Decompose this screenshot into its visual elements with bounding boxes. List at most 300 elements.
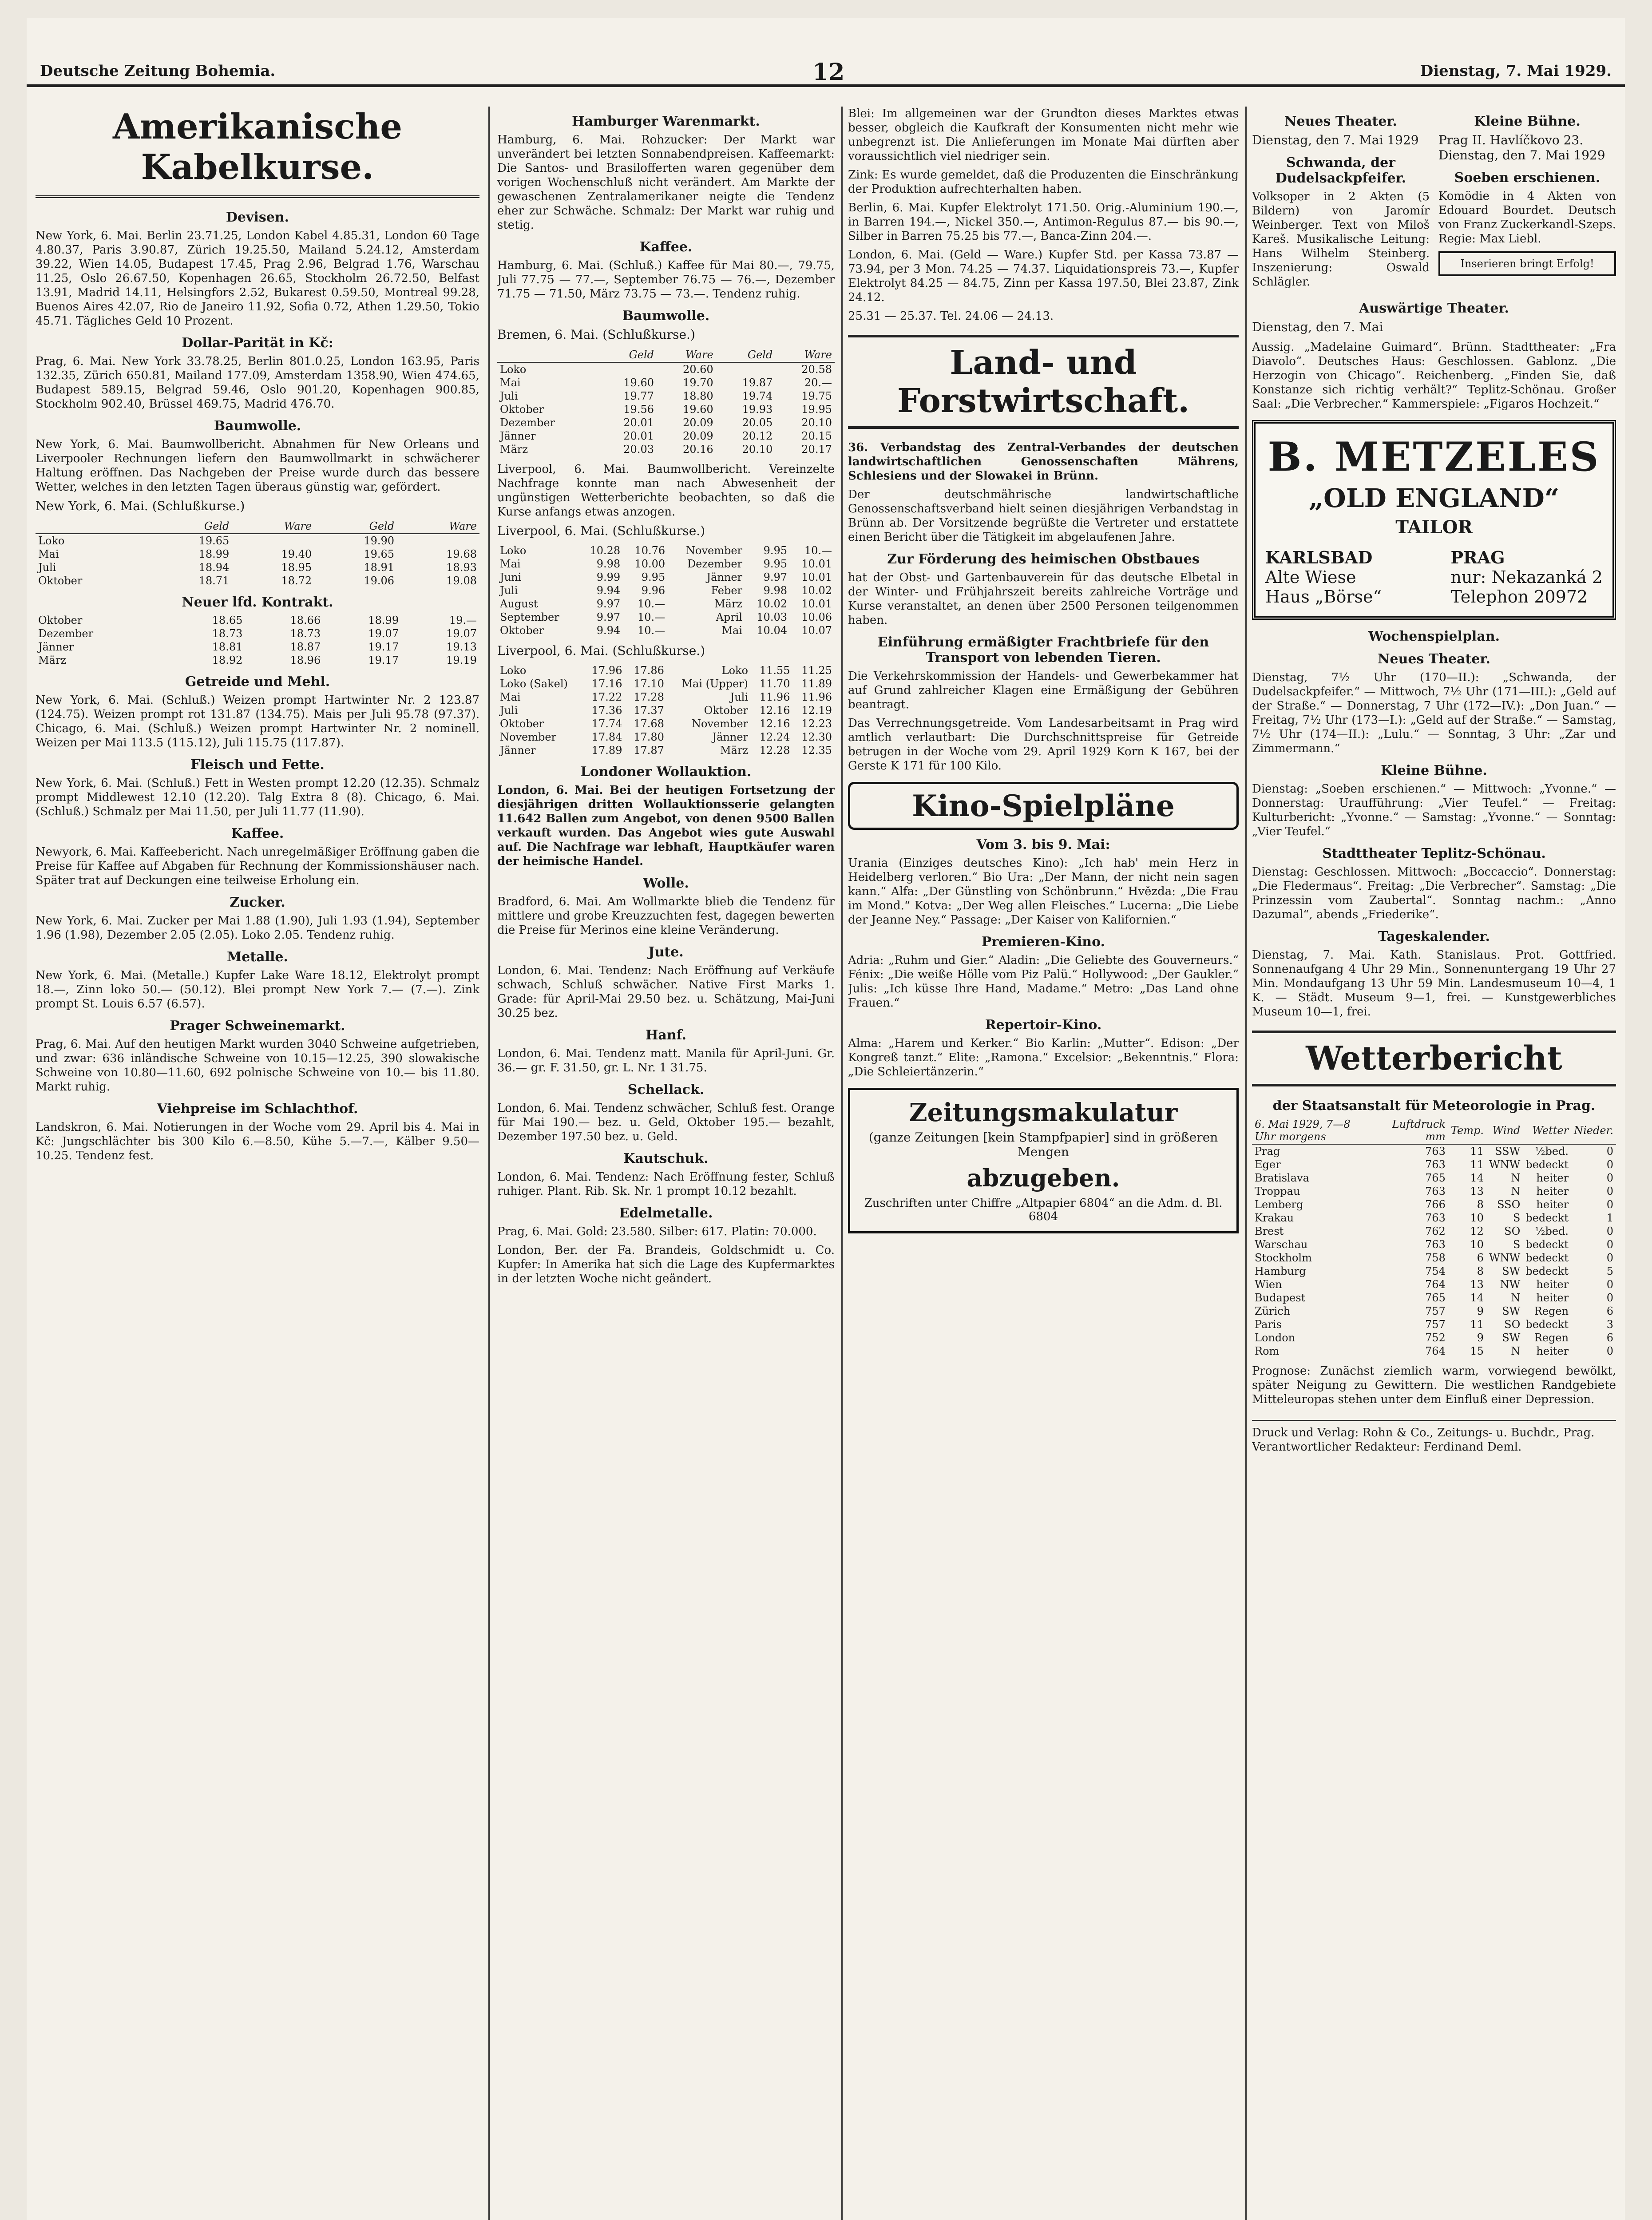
- table-cell: 18.95: [281, 561, 312, 574]
- table-cell: bedeckt: [1525, 1238, 1569, 1251]
- subsection-title: Viehpreise im Schlachthof.: [157, 1101, 358, 1117]
- table-cell: 18.72: [281, 575, 312, 587]
- table-row: [36, 614, 479, 627]
- table-cell: NW: [1500, 1278, 1521, 1291]
- table-cell: Loko: [500, 363, 527, 376]
- table-row: [497, 571, 835, 584]
- table-cell: 19.06: [364, 575, 395, 587]
- table-row: [497, 362, 835, 376]
- table-cell: 11.96: [759, 691, 790, 703]
- table-cell: 20.05: [742, 416, 773, 429]
- table-cell: 18.99: [368, 614, 399, 626]
- table-cell: 19.17: [368, 654, 399, 666]
- table-cell: bedeckt: [1525, 1212, 1569, 1224]
- table-cell: März: [38, 654, 66, 666]
- table-cell: 12.16: [759, 704, 790, 717]
- table-cell: 764: [1425, 1278, 1446, 1291]
- table-row: [497, 557, 835, 571]
- article-text: Zink: Es wurde gemeldet, daß die Produzenten die Einschränkung der Produktion aufrechterhalten haben.: [848, 168, 1239, 196]
- table-cell: März: [720, 744, 749, 757]
- table-cell: 11.96: [801, 691, 832, 703]
- table-body: [497, 544, 835, 637]
- table-header: Ware: [397, 519, 479, 534]
- table-cell: 19.60: [682, 403, 713, 416]
- table-cell: 17.80: [634, 731, 664, 743]
- subsection-title: Kaffee.: [231, 826, 284, 841]
- masthead: [27, 18, 1625, 87]
- table-cell: Mai: [721, 624, 743, 637]
- table-row: [497, 376, 835, 389]
- ad-address-prag: [1450, 547, 1603, 607]
- article-text: Landskron, 6. Mai. Notierungen in der Woche vom 29. April bis 4. Mai in Kč: Jungschlächter bis 300 Kilo 6.—8.50, Kühe 5.—7.—, Kälber 9.50—10.25. Tendenz fest.: [36, 1121, 479, 1162]
- table-row: [497, 744, 835, 757]
- table-cell: 20.10: [801, 416, 832, 429]
- article-text: London, 6. Mai. Tendenz matt. Manila für April-Juni. Gr. 36.— gr. F. 31.50, gr. L. Nr. 1 31.75.: [497, 1047, 835, 1074]
- table-cell: 20.15: [801, 430, 832, 442]
- subsection-title: Baumwolle.: [214, 418, 301, 434]
- table-cell: 17.37: [634, 704, 664, 717]
- article-text: Prag, 6. Mai. New York 33.78.25, Berlin 801.0.25, London 163.95, Paris 132.35, Zürich 650.81, Mailand 177.09, Amsterdam 1358.90, Wien 474.65, Budapest 589.15, Belgrad 59.46, Oslo 901.20, Kopenhagen 900.85, Stockholm 902.40, Brüssel 469.75, Madrid 476.70.: [36, 355, 479, 411]
- table-cell: 0: [1606, 1278, 1613, 1291]
- article-text: London, 6. Mai. Tendenz schwächer, Schluß fest. Orange für Mai 190.— bez. u. Geld, Oktober 195.— bezahlt, Dezember 197.50 bez. u. Geld.: [497, 1102, 835, 1143]
- table-cell: Juli: [500, 704, 518, 717]
- table-cell: 763: [1425, 1158, 1446, 1171]
- table-cell: Warschau: [1255, 1238, 1308, 1251]
- table-cell: Jänner: [706, 571, 743, 583]
- table-cell: Eger: [1255, 1158, 1281, 1171]
- subsection-title: Repertoir-Kino.: [985, 1017, 1102, 1033]
- ad-addresses: [1265, 547, 1603, 607]
- table-row: [36, 547, 479, 561]
- weather-table: [1252, 1117, 1616, 1358]
- table-cell: 19.70: [682, 377, 713, 389]
- article-text: New York, 6. Mai. (Schluß.) Weizen prompt Hartwinter Nr. 2 123.87 (124.75). Weizen prompt rot 131.87 (134.75). Mais per Juli 95.78 (97.37). Chicago, 6. Mai. (Schluß.) Weizen prompt Hartwinter Nr. 2 nominell. Weizen per Mai 113.5 (115.12), Juli 115.75 (117.87).: [36, 694, 479, 749]
- table-cell: Brest: [1255, 1225, 1284, 1237]
- table-row: [1252, 1304, 1616, 1318]
- table-cell: [397, 534, 479, 547]
- table-cell: 12.19: [801, 704, 832, 717]
- table-cell: 0: [1606, 1292, 1613, 1304]
- table-cell: 763: [1425, 1185, 1446, 1197]
- subsection-title: Kaffee.: [639, 239, 693, 255]
- table-cell: Budapest: [1255, 1292, 1306, 1304]
- table-cell: [597, 362, 657, 376]
- imprint: Druck und Verlag: Rohn & Co., Zeitungs- u. Buchdr., Prag. Verantwortlicher Redakteur: Ferdinand Deml.: [1252, 1420, 1616, 1454]
- table-header: Geld: [716, 348, 776, 362]
- table-body: [36, 614, 479, 667]
- table-cell: 18.94: [198, 561, 230, 574]
- article-text: Newyork, 6. Mai. Kaffeebericht. Nach unregelmäßiger Eröffnung gaben die Preise für Kaffee auf Abgaben für Rechnung der Kommissionshäuser nach. Später trat auf Deckungen eine teilweise Erholung ein.: [36, 845, 479, 887]
- article-text: New York, 6. Mai. (Schluß.) Fett in Westen prompt 12.20 (12.35). Schmalz prompt Middlewest 12.10 (12.20). Talg Extra 8 (8). Chicago, 6. Mai. (Schluß.) Schmalz per Mai 11.50, per Juli 11.77 (11.90).: [36, 777, 479, 818]
- play-title: Soeben erschienen.: [1454, 170, 1600, 186]
- ad-house: Haus „Börse“: [1265, 587, 1382, 607]
- table-row: [497, 690, 835, 704]
- table-cell: 17.84: [591, 731, 622, 743]
- table-cell: Jänner: [38, 641, 74, 653]
- subsection-title: Stadttheater Teplitz-Schönau.: [1322, 846, 1546, 861]
- table-cell: 10.—: [804, 544, 832, 557]
- subsection-title: Hanf.: [646, 1027, 686, 1043]
- table-cell: 6: [1477, 1252, 1484, 1264]
- table-cell: 12.30: [801, 731, 832, 743]
- table-cell: 17.36: [591, 704, 622, 717]
- subsection-title: Wochenspielplan.: [1368, 629, 1500, 644]
- table-row: [497, 717, 835, 730]
- table-cell: 12.28: [759, 744, 790, 757]
- table-cell: 19.93: [742, 403, 773, 416]
- tailor-advertisement: [1252, 420, 1616, 620]
- article-text: Dienstag: „Soeben erschienen.“ — Mittwoch: „Yvonne.“ — Donnerstag: Uraufführung: „Vier Teufel.“ — Freitag: Kulturbericht: „Yvonne.“ — Samstag: „Yvonne.“ — Sonntag: „Vier Teufel.“: [1252, 782, 1616, 838]
- table-cell: 20.09: [682, 430, 713, 442]
- table-body: [36, 534, 479, 587]
- table-row: [1252, 1185, 1616, 1198]
- table-row: [497, 544, 835, 557]
- table-cell: Oktober: [38, 614, 83, 626]
- table-cell: 8: [1477, 1265, 1484, 1277]
- table-cell: ½bed.: [1535, 1145, 1569, 1158]
- table-cell: 8: [1477, 1198, 1484, 1211]
- table-cell: 19.07: [446, 627, 477, 640]
- table-cell: 17.28: [634, 691, 664, 703]
- table-cell: 10.00: [634, 558, 666, 570]
- table-cell: März: [500, 443, 528, 456]
- table-cell: 9.95: [763, 558, 787, 570]
- table-cell: 763: [1425, 1238, 1446, 1251]
- article-text: Alma: „Harem und Kerker.“ Bio Karlin: „Mutter“. Edison: „Der Kongreß tanzt.“ Elite: „Ramona.“ Excelsior: „Bekenntnis.“ Flora: „Die Schleiertänzerin.“: [848, 1037, 1239, 1078]
- table-row: [1252, 1211, 1616, 1225]
- ad-title: Zeitungsmakulatur: [909, 1098, 1178, 1127]
- subsection-title: Neues Theater.: [1284, 114, 1397, 129]
- table-cell: 19.75: [801, 390, 832, 402]
- article-text: Aussig. „Madelaine Guimard“. Brünn. Stadttheater: „Fra Diavolo“. Deutsches Haus: Geschlossen. Gablonz. „Die Herzogin von Chicago“. Reichenberg. „Finden Sie, daß Konstanze sich richtig verhält?“ Teplitz-Schönau. Großer Saal: „Die Verbrecher.“ Kammerspiele: „Figaros Hochzeit.“: [1252, 341, 1616, 411]
- table-cell: Stockholm: [1255, 1252, 1312, 1264]
- article-text: New York, 6. Mai. (Metalle.) Kupfer Lake Ware 18.12, Elektrolyt prompt 18.—, Zinn loko 50.— (50.12). Blei prompt New York 7.— (7.—). Zink prompt St. Louis 6.57 (6.57).: [36, 969, 479, 1011]
- table-cell: Jänner: [500, 744, 536, 757]
- table-row: [36, 654, 479, 667]
- table-cell: 6: [1606, 1332, 1613, 1344]
- table-cell: N: [1511, 1185, 1521, 1197]
- play-title: Schwanda, der Dudelsackpfeifer.: [1275, 155, 1406, 186]
- table-cell: 19.77: [623, 390, 654, 402]
- table-cell: 10.—: [637, 598, 666, 610]
- table-cell: SSO: [1497, 1198, 1521, 1211]
- table-header: Ware: [657, 348, 716, 362]
- play-cast: Volksoper in 2 Akten (5 Bildern) von Jaromír Weinberger. Text von Miloš Kareš. Musikalische Leitung: Hans Wilhelm Steinberg. Inszenierung: Oswald Schlägler.: [1252, 190, 1430, 289]
- table-cell: Juni: [500, 571, 522, 583]
- table-cell: 19.68: [446, 548, 477, 560]
- newspaper-page: [27, 18, 1625, 2220]
- quote-table: [497, 544, 835, 637]
- table-row: [1252, 1171, 1616, 1185]
- table-cell: 13: [1470, 1185, 1484, 1197]
- article-text: New York, 6. Mai. Baumwollbericht. Abnahmen für New Orleans und Liverpooler Rechnungen liefern den Baumwollmarkt in schwächerer Haltung eröffnen. Das Nachgeben der Preise wurde durch das bessere Wetter, welches in den letzten Tagen überaus günstig war, gefördert.: [36, 438, 479, 494]
- table-cell: Hamburg: [1255, 1265, 1306, 1277]
- table-cell: heiter: [1536, 1345, 1569, 1357]
- table-body: [497, 664, 835, 757]
- table-header: Wind: [1486, 1117, 1523, 1144]
- table-cell: S: [1513, 1238, 1521, 1251]
- table-cell: 18.71: [198, 575, 230, 587]
- table-cell: 17.10: [634, 678, 664, 690]
- table-cell: 10.04: [757, 624, 787, 637]
- table-cell: 9.94: [596, 624, 621, 637]
- table-cell: Juli: [730, 691, 749, 703]
- section-title: Amerikanische Kabelkurse.: [36, 107, 479, 198]
- table-cell: 12: [1470, 1225, 1484, 1237]
- table-cell: SO: [1504, 1225, 1521, 1237]
- table-row: [1252, 1238, 1616, 1251]
- table-cell: November: [686, 544, 743, 557]
- table-body: [1252, 1144, 1616, 1358]
- article-text: Dienstag, 7½ Uhr (170—II.): „Schwanda, der Dudelsackpfeifer.“ — Mittwoch, 7½ Uhr (171—III.): „Geld auf der Straße.“ — Donnerstag, 7 Uhr (172—IV.): „Don Juan.“ — Freitag, 7½ Uhr (173—I.): „Geld auf der Straße.“ — Samstag, 7½ Uhr (174—II.): „Lulu.“ — Sonntag, 3 Uhr: „Zar und Zimmermann.“: [1252, 671, 1616, 755]
- subsection-title: Getreide und Mehl.: [185, 674, 330, 690]
- table-cell: N: [1511, 1172, 1521, 1184]
- table-cell: 18.73: [290, 627, 321, 640]
- table-cell: 19.—: [449, 614, 477, 626]
- table-title: Liverpool, 6. Mai. (Schlußkurse.): [497, 643, 705, 658]
- table-cell: Loko: [500, 544, 527, 557]
- table-cell: WNW: [1489, 1158, 1521, 1171]
- table-cell: 752: [1425, 1332, 1446, 1344]
- table-cell: Loko: [500, 664, 527, 677]
- table-row: [1252, 1225, 1616, 1238]
- table-cell: Mai: [500, 691, 521, 703]
- subsection-title: Zur Förderung des heimischen Obstbaues: [887, 551, 1200, 567]
- table-row: [1252, 1251, 1616, 1265]
- table-header: Ware: [775, 348, 835, 362]
- article-text: Liverpool, 6. Mai. Baumwollbericht. Vereinzelte Nachfrage konnte man nach Abwesenheit der ungünstigen Wetterberichte beobachten, so daß die Kurse anfangs etwas anzogen.: [497, 463, 835, 519]
- column-rule: [1245, 107, 1247, 2220]
- article-text: London, 6. Mai. (Geld — Ware.) Kupfer Std. per Kassa 73.87 — 73.94, per 3 Mon. 74.25 — 74.37. Liquidationspreis 73.—, Kupfer Elektrolyt 84.25 — 84.75, Zinn per Kassa 197.50, Blei 23.87, Zink 24.12.: [848, 248, 1239, 304]
- table-cell: 19.40: [281, 548, 312, 560]
- table-cell: 20.58: [801, 363, 832, 376]
- article-text: London, 6. Mai. Tendenz: Nach Eröffnung auf Verkäufe schwach, Schluß schwächer. Native First Marks 1. Grade: für April-Mai 29.50 bez. u. Schätzung, Mai-Juni 30.25 bez.: [497, 964, 835, 1020]
- table-cell: 0: [1606, 1172, 1613, 1184]
- subsection-title: Jute.: [648, 944, 684, 960]
- quote-table: [36, 519, 479, 587]
- table-cell: Oktober: [500, 403, 544, 416]
- table-cell: 19.90: [364, 535, 395, 547]
- table-cell: Dezember: [38, 627, 94, 640]
- subsection-title: Prager Schweinemarkt.: [170, 1018, 345, 1034]
- table-cell: 17.74: [591, 718, 622, 730]
- table-header: Nieder.: [1571, 1117, 1616, 1144]
- ad-text: Inserieren bringt Erfolg!: [1460, 258, 1594, 270]
- table-cell: 6: [1606, 1305, 1613, 1317]
- table-header: Geld: [314, 519, 397, 534]
- table-cell: bedeckt: [1525, 1158, 1569, 1171]
- theater-date: Dienstag, den 7. Mai 1929: [1252, 133, 1419, 147]
- article-text: Prognose: Zunächst ziemlich warm, vorwiegend bewölkt, später Neigung zu Gewittern. Die westlichen Randgebiete Mitteleuropas stehen unter dem Einfluß einer Depression.: [1252, 1364, 1616, 1406]
- table-cell: [716, 362, 776, 376]
- table-cell: 20.—: [804, 377, 832, 389]
- table-cell: heiter: [1536, 1172, 1569, 1184]
- table-row: [1252, 1278, 1616, 1291]
- table-cell: 9: [1477, 1305, 1484, 1317]
- table-row: [1252, 1291, 1616, 1304]
- table-cell: 0: [1606, 1225, 1613, 1237]
- table-cell: Mai: [500, 558, 521, 570]
- table-cell: 9.98: [763, 584, 787, 597]
- table-cell: Paris: [1255, 1318, 1282, 1331]
- table-cell: 19.56: [623, 403, 654, 416]
- table-cell: November: [500, 731, 557, 743]
- table-cell: Dezember: [687, 558, 743, 570]
- table-cell: November: [692, 718, 749, 730]
- table-cell: 20.12: [742, 430, 773, 442]
- article-text: Blei: Im allgemeinen war der Grundton dieses Marktes etwas besser, obgleich die Kaufkraft der Konsumenten nicht mehr wie unbegrenzt ist. Die Anlieferungen im Monate Mai dürften aber voraussichtlich viel niedriger sein.: [848, 107, 1239, 163]
- article-text: Der deutschmährische landwirtschaftliche Genossenschaftsverband hielt seinen diesjährigen Verbandstag in Brünn ab. Der Vorsitzende begrüßte die Vertreter und erstattete einen Bericht über die Tätigkeit im abgelaufenen Jahre.: [848, 488, 1239, 544]
- table-cell: 10.28: [590, 544, 621, 557]
- table-row: [36, 574, 479, 587]
- table-cell: 17.68: [634, 718, 664, 730]
- table-cell: 10.03: [757, 611, 787, 623]
- paper-title: Deutsche Zeitung Bohemia.: [40, 62, 276, 80]
- table-row: [1252, 1198, 1616, 1211]
- table-cell: Loko: [38, 535, 65, 547]
- table-cell: London: [1255, 1332, 1295, 1344]
- subsection-title: Dollar-Parität in Kč:: [182, 335, 333, 351]
- subsection-title: Londoner Wollauktion.: [580, 764, 752, 780]
- table-cell: 10.01: [801, 598, 832, 610]
- table-cell: [232, 534, 314, 547]
- table-cell: 19.07: [368, 627, 399, 640]
- ad-street: Alte Wiese: [1265, 567, 1356, 587]
- article-text: Bradford, 6. Mai. Am Wollmarkte blieb die Tendenz für mittlere und grobe Kreuzzuchten fest, dagegen bewerten die Preise für Merinos eine kleine Veränderung.: [497, 895, 835, 937]
- table-cell: 19.13: [446, 641, 477, 653]
- table-cell: bedeckt: [1525, 1318, 1569, 1331]
- subsection-title: Baumwolle.: [622, 308, 710, 324]
- ad-brand: B. METZELES: [1268, 433, 1600, 480]
- theater-box-neues: [1252, 107, 1430, 293]
- table-cell: 20.10: [742, 443, 773, 456]
- table-cell: 18.87: [290, 641, 321, 653]
- table-cell: Mai (Upper): [681, 678, 749, 690]
- table-cell: September: [500, 611, 559, 623]
- table-row: [497, 429, 835, 443]
- weather-subtitle: der Staatsanstalt für Meteorologie in Prag.: [1272, 1098, 1596, 1114]
- table-cell: Oktober: [38, 575, 83, 587]
- table-row: [36, 627, 479, 640]
- subsection-title: Auswärtige Theater.: [1359, 301, 1509, 316]
- table-cell: 20.09: [682, 416, 713, 429]
- table-cell: 12.16: [759, 718, 790, 730]
- table-cell: Troppau: [1255, 1185, 1300, 1197]
- subsection-title: Devisen.: [226, 210, 289, 225]
- table-cell: 19.74: [742, 390, 773, 402]
- column-rule: [488, 107, 490, 2220]
- table-cell: 10: [1470, 1238, 1484, 1251]
- table-cell: 11.55: [759, 664, 790, 677]
- weather-title: Wetterbericht: [1252, 1031, 1616, 1086]
- table-cell: S: [1513, 1212, 1521, 1224]
- table-cell: ½bed.: [1535, 1225, 1569, 1237]
- table-cell: 5: [1606, 1265, 1613, 1277]
- article-text: Adria: „Ruhm und Gier.“ Aladin: „Die Geliebte des Gouverneurs.“ Fénix: „Die weiße Hölle vom Piz Palü.“ Hollywood: „Der Gaukler.“ Julis: „Ich küsse Ihre Hand, Madame.“ Metro: „Das Land ohne Frauen.“: [848, 954, 1239, 1010]
- cinema-listings-title: Kino-Spielpläne: [848, 782, 1239, 830]
- table-cell: 0: [1606, 1252, 1613, 1264]
- table-cell: 11: [1470, 1318, 1484, 1331]
- table-cell: heiter: [1536, 1278, 1569, 1291]
- table-row: [497, 597, 835, 610]
- table-cell: 9.95: [641, 571, 666, 583]
- article-text: Hamburg, 6. Mai. Rohzucker: Der Markt war unverändert bei letzten Sonnabendpreisen. Kaffeemarkt: Die Santos- und Brasilofferten waren gegenüber dem vorigen Wochenschluß nicht verändert. Am Markte der gewaschenen Zentralamerikaner neigte die Tendenz eher zur Schwäche. Schmalz: Der Markt war ruhig und stetig.: [497, 133, 835, 232]
- article-text: Prag, 6. Mai. Auf den heutigen Markt wurden 3040 Schweine aufgetrieben, und zwar: 636 inländische Schweine von 10.15—12.25, 390 slowakische Schweine von 10.80—11.60, 692 polnische Schweine von 10.— bis 11.80. Markt ruhig.: [36, 1038, 479, 1094]
- table-title: New York, 6. Mai. (Schlußkurse.): [36, 499, 245, 513]
- table-cell: 10.02: [757, 598, 787, 610]
- table-cell: Zürich: [1255, 1305, 1291, 1317]
- table-cell: 11.25: [801, 664, 832, 677]
- table-header: Ware: [232, 519, 314, 534]
- table-cell: 10.01: [801, 558, 832, 570]
- table-cell: 9.96: [641, 584, 666, 597]
- subsection-title: Wolle.: [643, 876, 689, 891]
- subsection-title: Neuer lfd. Kontrakt.: [182, 595, 333, 610]
- article-text: Prag, 6. Mai. Gold: 23.580. Silber: 617. Platin: 70.000.: [497, 1225, 817, 1238]
- table-cell: 19.65: [364, 548, 395, 560]
- table-cell: heiter: [1536, 1292, 1569, 1304]
- ad-slogan: „OLD ENGLAND“: [1308, 483, 1560, 513]
- table-cell: SW: [1502, 1332, 1521, 1344]
- table-cell: 758: [1425, 1252, 1446, 1264]
- table-cell: WNW: [1489, 1252, 1521, 1264]
- table-cell: 10.06: [801, 611, 832, 623]
- column-rule: [841, 107, 843, 2220]
- table-row: [497, 389, 835, 403]
- table-cell: 14: [1470, 1172, 1484, 1184]
- table-cell: Prag: [1255, 1145, 1280, 1158]
- article-text: Die Verkehrskommission der Handels- und Gewerbekammer hat auf Grund zahlreicher Klagen eine Ermäßigung der Gebühren beantragt.: [848, 670, 1239, 711]
- table-cell: Feber: [711, 584, 743, 597]
- table-header: Temp.: [1448, 1117, 1486, 1144]
- article-text: London, 6. Mai. Bei der heutigen Fortsetzung der diesjährigen dritten Wollauktionsserie gelangten 11.642 Ballen zum Angebot, von denen 9500 Ballen verkauft wurden. Das Angebot wies gute Auswahl auf. Die Nachfrage war lebhaft, Hauptkäufer waren der heimische Handel.: [497, 784, 835, 868]
- table-cell: 15: [1470, 1345, 1484, 1357]
- issue-date: Dienstag, 7. Mai 1929.: [1420, 62, 1612, 80]
- article-text: hat der Obst- und Gartenbauverein für das deutsche Elbetal in der Winter- und Frühjahrszeit bereits zahlreiche Vorträge und Kurse veranstaltet, an denen über 2500 Personen teilgenommen haben.: [848, 571, 1239, 627]
- table-cell: 757: [1425, 1318, 1446, 1331]
- table-cell: 0: [1606, 1145, 1613, 1158]
- table-cell: März: [714, 598, 743, 610]
- quote-table: [497, 348, 835, 456]
- table-header: Wetter: [1523, 1117, 1571, 1144]
- table-cell: 10.—: [637, 611, 666, 623]
- quote-table: [497, 664, 835, 757]
- table-cell: 20.16: [682, 443, 713, 456]
- table-header: 6. Mai 1929, 7—8 Uhr morgens: [1252, 1117, 1377, 1144]
- subsection-title: Einführung ermäßigter Frachtbriefe für den Transport von lebenden Tieren.: [877, 634, 1209, 666]
- table-row: [36, 534, 479, 547]
- table-cell: April: [716, 611, 743, 623]
- table-cell: 18.96: [290, 654, 321, 666]
- table-cell: 9.99: [596, 571, 621, 583]
- table-cell: 763: [1425, 1212, 1446, 1224]
- table-cell: 763: [1425, 1145, 1446, 1158]
- ad-contact: Zuschriften unter Chiffre „Altpapier 6804“ an die Adm. d. Bl. 6804: [864, 1197, 1223, 1223]
- theater-date: Prag II. Havlíčkovo 23. Dienstag, den 7. Mai 1929: [1438, 133, 1605, 163]
- table-cell: 19.60: [623, 377, 654, 389]
- table-cell: Oktober: [704, 704, 749, 717]
- table-cell: 10.76: [634, 544, 666, 557]
- table-cell: 764: [1425, 1345, 1446, 1357]
- table-cell: 19.08: [446, 575, 477, 587]
- table-cell: 11.89: [801, 678, 832, 690]
- theater-date: Dienstag, den 7. Mai: [1252, 320, 1383, 334]
- table-header: [497, 348, 597, 362]
- table-cell: 18.66: [290, 614, 321, 626]
- table-row: [497, 443, 835, 456]
- theater-box-kleine: [1438, 107, 1616, 293]
- table-cell: 17.87: [634, 744, 664, 757]
